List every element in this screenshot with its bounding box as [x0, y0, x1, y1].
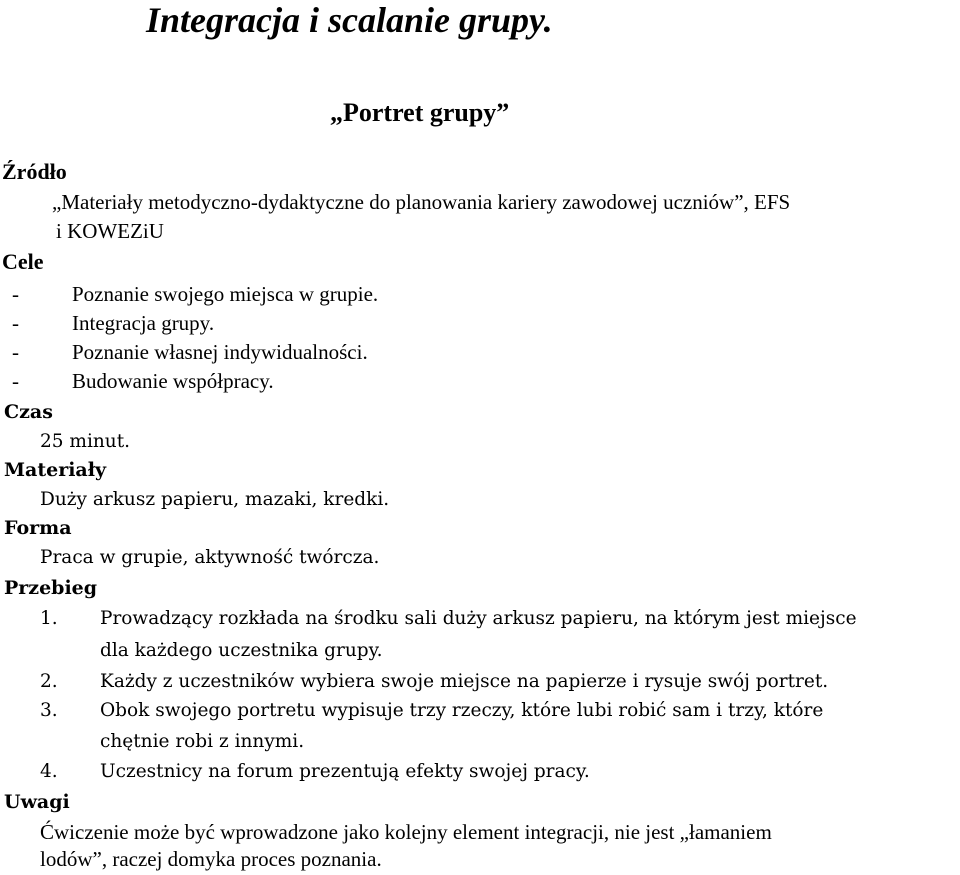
step-number: 3. — [40, 700, 58, 721]
step-number: 2. — [40, 671, 58, 692]
section-heading-przebieg: Przebieg — [4, 577, 98, 599]
source-line: i KOWEZiU — [56, 219, 164, 243]
section-heading-cele: Cele — [2, 249, 44, 274]
section-heading-uwagi: Uwagi — [4, 791, 70, 813]
list-item-text: Integracja grupy. — [72, 311, 215, 335]
duration-text: 25 minut. — [40, 431, 131, 452]
source-line: „Materiały metodyczno-dydaktyczne do planowania kariery zawodowej uczniów”, EFS — [52, 190, 791, 214]
form-text: Praca w grupie, aktywność twórcza. — [40, 547, 380, 568]
step-text: chętnie robi z innymi. — [100, 731, 305, 752]
step-text: dla każdego uczestnika grupy. — [100, 640, 383, 661]
list-item-text: Budowanie współpracy. — [72, 369, 274, 393]
notes-line: Ćwiczenie może być wprowadzone jako kolejny element integracji, nie jest „łamaniem — [40, 820, 772, 844]
list-marker: - — [12, 340, 19, 364]
step-text: Uczestnicy na forum prezentują efekty swojej pracy. — [100, 761, 590, 782]
notes-line: lodów”, raczej domyka proces poznania. — [40, 847, 382, 871]
list-marker: - — [12, 311, 19, 335]
step-number: 1. — [40, 608, 58, 629]
section-heading-materialy: Materiały — [4, 459, 107, 481]
exercise-title: „Portret grupy” — [330, 98, 510, 127]
section-heading-forma: Forma — [4, 517, 72, 539]
section-heading-zrodlo: Źródło — [2, 159, 67, 184]
list-item-text: Poznanie swojego miejsca w grupie. — [72, 282, 379, 306]
section-heading-czas: Czas — [4, 401, 53, 423]
document-title: Integracja i scalanie grupy. — [146, 0, 553, 40]
list-item-text: Poznanie własnej indywidualności. — [72, 340, 368, 364]
step-text: Obok swojego portretu wypisuje trzy rzeczy, które lubi robić sam i trzy, które — [100, 700, 824, 721]
list-marker: - — [12, 369, 19, 393]
step-text: Prowadzący rozkłada na środku sali duży arkusz papieru, na którym jest miejsce — [100, 608, 857, 629]
step-number: 4. — [40, 761, 58, 782]
step-text: Każdy z uczestników wybiera swoje miejsce na papierze i rysuje swój portret. — [100, 671, 829, 692]
list-marker: - — [12, 282, 19, 306]
materials-text: Duży arkusz papieru, mazaki, kredki. — [40, 489, 390, 510]
